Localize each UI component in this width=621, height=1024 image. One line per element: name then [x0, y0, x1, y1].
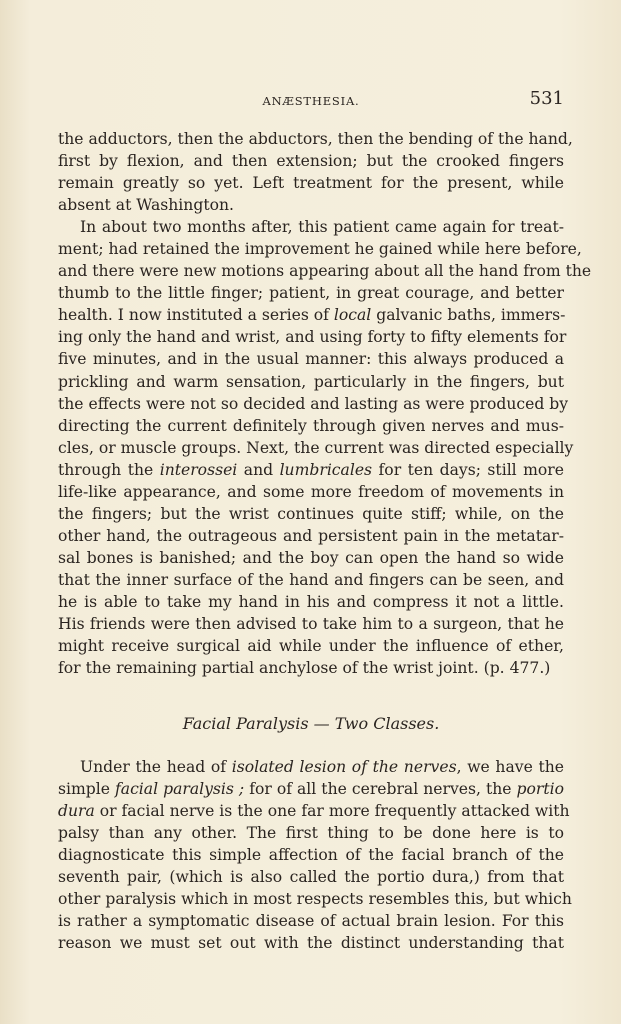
text-line: the fingers; but the wrist continues quite stiff; while, on the: [58, 504, 564, 523]
text-line: other hand, the outrageous and persistent pain in the metatar-: [58, 526, 564, 545]
page-number: 531: [529, 88, 564, 109]
running-head: ANÆSTHESIA.: [262, 94, 360, 108]
text-line: for the remaining partial anchylose of the wrist joint. (p. 477.): [58, 659, 551, 678]
text-run: galvanic baths, immers-: [371, 306, 566, 325]
text-line: prickling and warm sensation, particularly in the fingers, but: [58, 372, 564, 391]
text-run: through the: [58, 460, 160, 479]
paragraph-2: [58, 216, 592, 679]
italic-term: dura: [58, 802, 95, 821]
text-line: the effects were not so decided and lasting as were produced by: [58, 394, 569, 413]
text-line: [58, 756, 564, 778]
text-run: health. I now instituted a series of: [58, 306, 334, 325]
italic-term: local: [333, 306, 372, 325]
text-run: Under the head of: [80, 758, 232, 776]
text-line: the adductors, then the abductors, then the bending of the hand,: [58, 130, 573, 148]
text-run: for ten days; still more: [372, 460, 564, 479]
text-line: cles, or muscle groups. Next, the current was directed especially: [58, 438, 574, 457]
italic-term: portio: [516, 780, 564, 799]
text-line: diagnosticate this simple affection of the facial branch of the: [58, 846, 564, 865]
text-run: , we have the: [456, 758, 564, 776]
text-line: other paralysis which in most respects resembles this, but which: [58, 890, 572, 909]
page-header: [58, 90, 564, 114]
text-line: absent at Washington.: [58, 196, 234, 215]
text-line: and there were new motions appearing about all the hand from the: [58, 262, 592, 281]
text-run: simple: [58, 780, 115, 799]
text-line: ment; had retained the improvement he gained while here before,: [58, 240, 582, 259]
italic-term: isolated lesion of the nerves: [231, 758, 457, 776]
text-line: five minutes, and in the usual manner: this always produced a: [58, 350, 564, 369]
paragraph-1: [58, 128, 573, 216]
text-line: [58, 459, 564, 481]
text-line: that the inner surface of the hand and fingers can be seen, and: [58, 570, 564, 589]
text-line: [58, 778, 564, 800]
section-heading: Facial Paralysis — Two Classes.: [182, 714, 440, 733]
body-text: [58, 128, 592, 679]
italic-term: lumbricales: [279, 460, 373, 479]
text-run: or facial nerve is the one far more frequently attacked with: [94, 802, 570, 821]
body-text-continued: [58, 756, 572, 954]
text-line: [58, 800, 570, 822]
italic-term: facial paralysis ;: [115, 780, 245, 799]
text-line: remain greatly so yet. Left treatment for the present, while: [58, 174, 564, 193]
text-run: for of all the cerebral nerves, the: [244, 780, 517, 799]
text-line: His friends were then advised to take him to a surgeon, that he: [58, 615, 564, 634]
text-line: he is able to take my hand in his and compress it not a little.: [58, 592, 564, 611]
text-line: seventh pair, (which is also called the portio dura,) from that: [58, 868, 564, 887]
text-line: might receive surgical aid while under the influence of ether,: [58, 637, 564, 656]
text-line: [58, 304, 564, 326]
text-line: is rather a symptomatic disease of actual brain lesion. For this: [58, 912, 564, 931]
text-line: life-like appearance, and some more freedom of movements in: [58, 482, 564, 501]
text-line: palsy than any other. The first thing to be done here is to: [58, 824, 564, 843]
text-run: and: [237, 460, 280, 479]
text-line: first by flexion, and then extension; but the crooked fingers: [58, 152, 564, 171]
text-line: reason we must set out with the distinct understanding that: [58, 934, 564, 953]
text-line: In about two months after, this patient came again for treat-: [80, 218, 564, 237]
paragraph-3: [58, 756, 572, 954]
text-line: thumb to the little finger; patient, in great courage, and better: [58, 284, 564, 303]
italic-term: interossei: [159, 460, 238, 479]
text-line: directing the current definitely through given nerves and mus-: [58, 416, 564, 435]
text-line: ing only the hand and wrist, and using forty to fifty elements for: [58, 328, 567, 347]
text-line: sal bones is banished; and the boy can open the hand so wide: [58, 548, 564, 567]
